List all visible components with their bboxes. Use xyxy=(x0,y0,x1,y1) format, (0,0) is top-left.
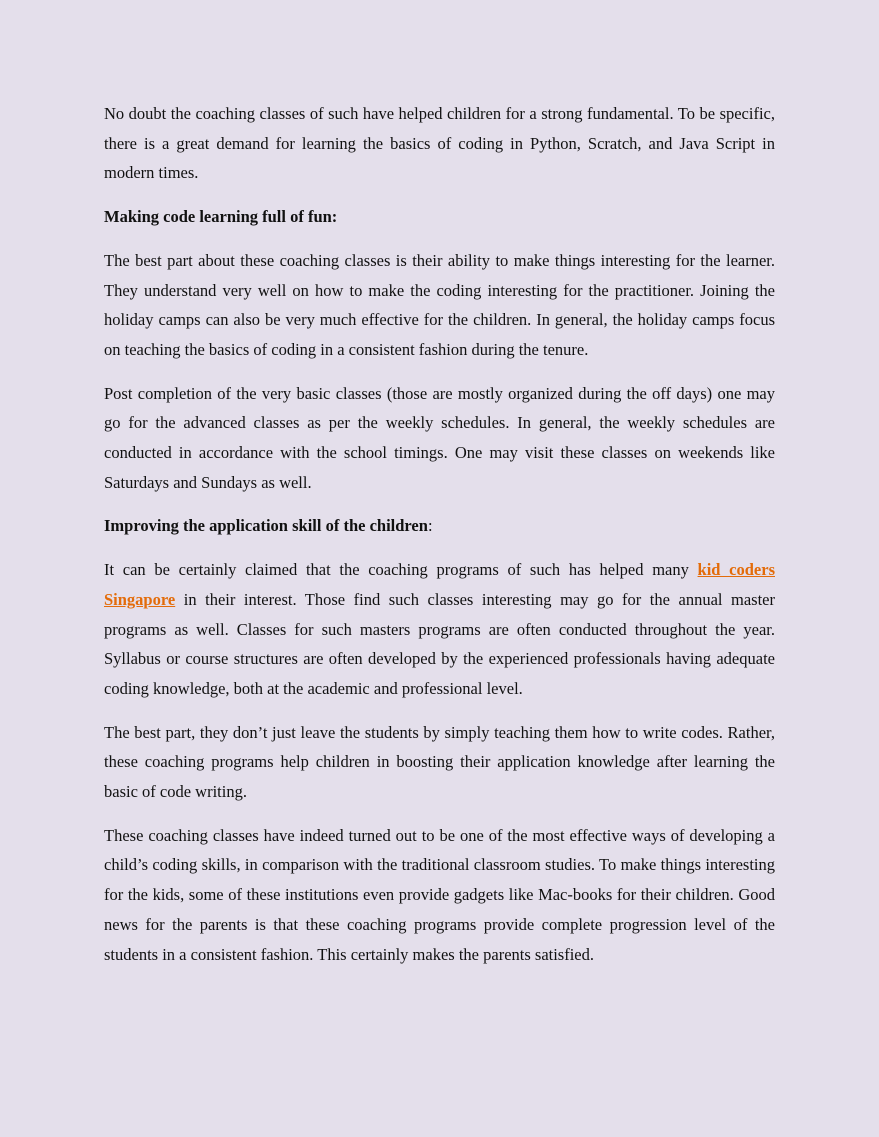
section-heading-application-skill xyxy=(104,511,775,541)
paragraph-advanced-classes: Post completion of the very basic classes (those are mostly organized during the off days) one may go for the advanced classes as per the weekly schedules. In general, the weekly schedules are conducted in accordance with the school timings. One may visit these classes on weekends like Saturdays and Sundays as well. xyxy=(104,383,775,492)
kid-coders-singapore-link[interactable]: kid coders Singapore xyxy=(104,560,775,609)
paragraph-fun-learning: The best part about these coaching classes is their ability to make things interesting for the learner. They understand very well on how to make the coding interesting for the practitioner. Joining the holiday camps can also be very much effective for the children. In general, the holiday camps focus on teaching the basics of coding in a consistent fashion during the tenure. xyxy=(104,250,775,359)
paragraph-coaching-programs-lead: It can be certainly claimed that the coaching programs of such has helped many xyxy=(104,560,698,580)
paragraph-coaching-programs xyxy=(104,555,775,704)
section-heading-application-skill-text: Improving the application skill of the children xyxy=(104,516,428,536)
paragraph-intro: No doubt the coaching classes of such have helped children for a strong fundamental. To be specific, there is a great demand for learning the basics of coding in Python, Scratch, and Java Script in modern times. xyxy=(104,104,775,183)
paragraph-effective-ways: These coaching classes have indeed turned out to be one of the most effective ways of developing a child’s coding skills, in comparison with the traditional classroom studies. To make things interesting for the kids, some of these institutions even provide gadgets like Mac-books for their children. Good news for the parents is that these coaching programs provide complete progression level of the students in a consistent fashion. This certainly makes the parents satisfied. xyxy=(104,825,775,964)
paragraph-coaching-programs-rest: in their interest. Those find such classes interesting may go for the annual master programs as well. Classes for such masters programs are often conducted throughout the year. Syllabus or course structures are often developed by the experienced professionals having adequate coding knowledge, both at the academic and professional level. xyxy=(104,589,775,698)
section-heading-fun-text: Making code learning full of fun: xyxy=(104,207,338,227)
section-heading-fun xyxy=(104,202,775,232)
section-heading-colon: : xyxy=(427,516,433,536)
paragraph-application-knowledge: The best part, they don’t just leave the students by simply teaching them how to write codes. Rather, these coaching programs help children in boosting their application knowledge after learning the basic of code writing. xyxy=(104,722,775,802)
